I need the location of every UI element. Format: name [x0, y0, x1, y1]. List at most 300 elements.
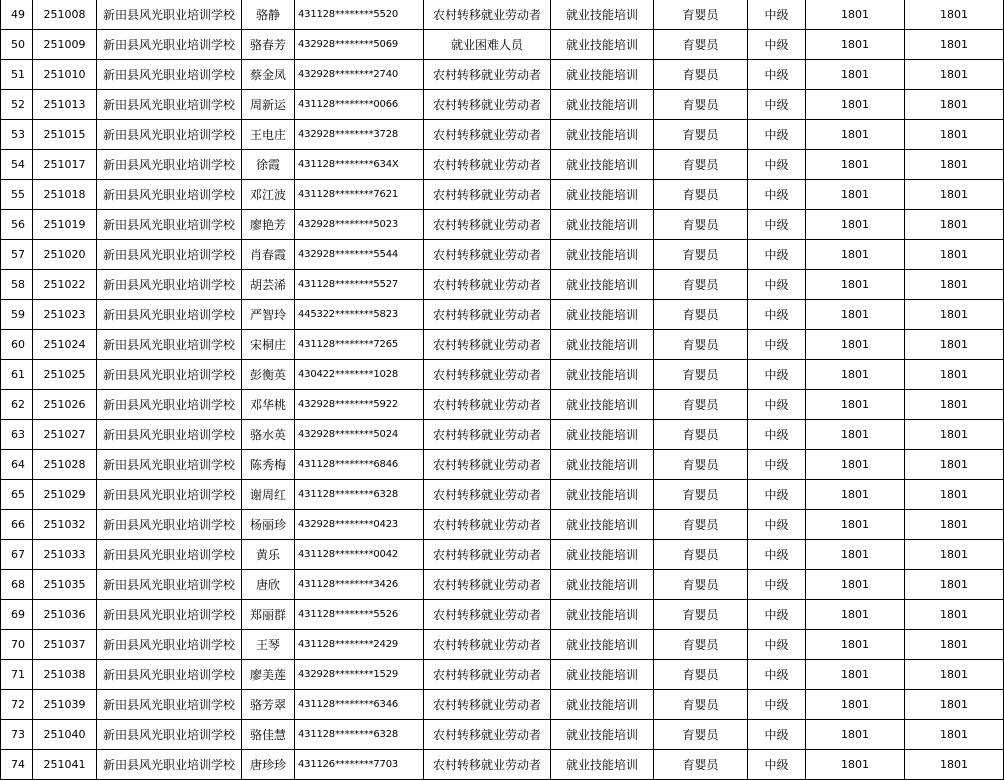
table-row — [1, 480, 1004, 510]
category-cell: 农村转移就业劳动者 — [424, 570, 551, 600]
level-cell: 中级 — [748, 240, 806, 270]
subsidy-amount-cell: 1801 — [905, 630, 1004, 660]
subsidy-standard-cell: 1801 — [806, 750, 905, 780]
subsidy-standard-cell: 1801 — [806, 0, 905, 30]
level-cell: 中级 — [748, 330, 806, 360]
subsidy-amount-cell: 1801 — [905, 270, 1004, 300]
occupation-cell: 育婴员 — [654, 420, 748, 450]
subsidy-standard-cell: 1801 — [806, 240, 905, 270]
name-cell: 廖美莲 — [242, 660, 295, 690]
level-cell: 中级 — [748, 570, 806, 600]
training-type-cell: 就业技能培训 — [551, 510, 654, 540]
student-id-cell: 251027 — [33, 420, 97, 450]
table-row — [1, 720, 1004, 750]
table-row — [1, 120, 1004, 150]
training-type-cell: 就业技能培训 — [551, 240, 654, 270]
seq-cell: 71 — [1, 660, 33, 690]
table-row — [1, 510, 1004, 540]
subsidy-amount-cell: 1801 — [905, 540, 1004, 570]
occupation-cell: 育婴员 — [654, 750, 748, 780]
table-row — [1, 0, 1004, 30]
category-cell: 农村转移就业劳动者 — [424, 450, 551, 480]
subsidy-standard-cell: 1801 — [806, 330, 905, 360]
training-type-cell: 就业技能培训 — [551, 330, 654, 360]
id-number-cell: 432928********5922 — [295, 390, 424, 420]
training-type-cell: 就业技能培训 — [551, 660, 654, 690]
level-cell: 中级 — [748, 30, 806, 60]
category-cell: 农村转移就业劳动者 — [424, 300, 551, 330]
name-cell: 王电庄 — [242, 120, 295, 150]
seq-cell: 64 — [1, 450, 33, 480]
school-cell: 新田县风光职业培训学校 — [97, 600, 242, 630]
seq-cell: 62 — [1, 390, 33, 420]
subsidy-amount-cell: 1801 — [905, 210, 1004, 240]
training-type-cell: 就业技能培训 — [551, 480, 654, 510]
school-cell: 新田县风光职业培训学校 — [97, 570, 242, 600]
name-cell: 骆水英 — [242, 420, 295, 450]
name-cell: 彭衡英 — [242, 360, 295, 390]
subsidy-amount-cell: 1801 — [905, 510, 1004, 540]
school-cell: 新田县风光职业培训学校 — [97, 630, 242, 660]
school-cell: 新田县风光职业培训学校 — [97, 120, 242, 150]
table-row — [1, 60, 1004, 90]
training-type-cell: 就业技能培训 — [551, 0, 654, 30]
subsidy-amount-cell: 1801 — [905, 120, 1004, 150]
student-id-cell: 251035 — [33, 570, 97, 600]
subsidy-amount-cell: 1801 — [905, 0, 1004, 30]
name-cell: 胡芸浠 — [242, 270, 295, 300]
table-row — [1, 150, 1004, 180]
subsidy-amount-cell: 1801 — [905, 90, 1004, 120]
training-type-cell: 就业技能培训 — [551, 30, 654, 60]
subsidy-standard-cell: 1801 — [806, 720, 905, 750]
name-cell: 肖春霞 — [242, 240, 295, 270]
school-cell: 新田县风光职业培训学校 — [97, 480, 242, 510]
seq-cell: 67 — [1, 540, 33, 570]
subsidy-standard-cell: 1801 — [806, 150, 905, 180]
category-cell: 农村转移就业劳动者 — [424, 630, 551, 660]
level-cell: 中级 — [748, 480, 806, 510]
subsidy-amount-cell: 1801 — [905, 720, 1004, 750]
seq-cell: 57 — [1, 240, 33, 270]
subsidy-standard-cell: 1801 — [806, 510, 905, 540]
category-cell: 农村转移就业劳动者 — [424, 390, 551, 420]
student-id-cell: 251008 — [33, 0, 97, 30]
occupation-cell: 育婴员 — [654, 660, 748, 690]
subsidy-standard-cell: 1801 — [806, 210, 905, 240]
id-number-cell: 431128********6846 — [295, 450, 424, 480]
occupation-cell: 育婴员 — [654, 540, 748, 570]
student-id-cell: 251038 — [33, 660, 97, 690]
category-cell: 农村转移就业劳动者 — [424, 150, 551, 180]
id-number-cell: 432928********5024 — [295, 420, 424, 450]
level-cell: 中级 — [748, 600, 806, 630]
student-id-cell: 251009 — [33, 30, 97, 60]
name-cell: 陈秀梅 — [242, 450, 295, 480]
seq-cell: 52 — [1, 90, 33, 120]
category-cell: 农村转移就业劳动者 — [424, 180, 551, 210]
level-cell: 中级 — [748, 210, 806, 240]
seq-cell: 50 — [1, 30, 33, 60]
training-type-cell: 就业技能培训 — [551, 540, 654, 570]
training-type-cell: 就业技能培训 — [551, 720, 654, 750]
seq-cell: 70 — [1, 630, 33, 660]
table-row — [1, 330, 1004, 360]
category-cell: 农村转移就业劳动者 — [424, 720, 551, 750]
category-cell: 农村转移就业劳动者 — [424, 480, 551, 510]
level-cell: 中级 — [748, 300, 806, 330]
table-row — [1, 600, 1004, 630]
subsidy-standard-cell: 1801 — [806, 30, 905, 60]
category-cell: 农村转移就业劳动者 — [424, 690, 551, 720]
name-cell: 骆静 — [242, 0, 295, 30]
subsidy-amount-cell: 1801 — [905, 690, 1004, 720]
training-type-cell: 就业技能培训 — [551, 90, 654, 120]
name-cell: 唐欣 — [242, 570, 295, 600]
table-row — [1, 660, 1004, 690]
occupation-cell: 育婴员 — [654, 60, 748, 90]
student-id-cell: 251040 — [33, 720, 97, 750]
table-row — [1, 390, 1004, 420]
category-cell: 农村转移就业劳动者 — [424, 600, 551, 630]
student-id-cell: 251029 — [33, 480, 97, 510]
id-number-cell: 431126********7703 — [295, 750, 424, 780]
seq-cell: 59 — [1, 300, 33, 330]
seq-cell: 72 — [1, 690, 33, 720]
category-cell: 农村转移就业劳动者 — [424, 750, 551, 780]
name-cell: 黄乐 — [242, 540, 295, 570]
table-row — [1, 630, 1004, 660]
subsidy-amount-cell: 1801 — [905, 240, 1004, 270]
student-id-cell: 251037 — [33, 630, 97, 660]
seq-cell: 51 — [1, 60, 33, 90]
occupation-cell: 育婴员 — [654, 150, 748, 180]
name-cell: 杨丽珍 — [242, 510, 295, 540]
id-number-cell: 431128********634X — [295, 150, 424, 180]
name-cell: 邓华桃 — [242, 390, 295, 420]
school-cell: 新田县风光职业培训学校 — [97, 150, 242, 180]
name-cell: 蔡金凤 — [242, 60, 295, 90]
training-type-cell: 就业技能培训 — [551, 360, 654, 390]
occupation-cell: 育婴员 — [654, 390, 748, 420]
subsidy-standard-cell: 1801 — [806, 360, 905, 390]
subsidy-amount-cell: 1801 — [905, 480, 1004, 510]
school-cell: 新田县风光职业培训学校 — [97, 240, 242, 270]
level-cell: 中级 — [748, 690, 806, 720]
category-cell: 农村转移就业劳动者 — [424, 120, 551, 150]
subsidy-amount-cell: 1801 — [905, 660, 1004, 690]
seq-cell: 55 — [1, 180, 33, 210]
level-cell: 中级 — [748, 90, 806, 120]
seq-cell: 49 — [1, 0, 33, 30]
name-cell: 邓江波 — [242, 180, 295, 210]
name-cell: 骆春芳 — [242, 30, 295, 60]
seq-cell: 58 — [1, 270, 33, 300]
id-number-cell: 431128********6328 — [295, 720, 424, 750]
subsidy-standard-cell: 1801 — [806, 390, 905, 420]
subsidy-amount-cell: 1801 — [905, 390, 1004, 420]
school-cell: 新田县风光职业培训学校 — [97, 60, 242, 90]
occupation-cell: 育婴员 — [654, 90, 748, 120]
occupation-cell: 育婴员 — [654, 450, 748, 480]
category-cell: 就业困难人员 — [424, 30, 551, 60]
school-cell: 新田县风光职业培训学校 — [97, 660, 242, 690]
seq-cell: 65 — [1, 480, 33, 510]
school-cell: 新田县风光职业培训学校 — [97, 90, 242, 120]
seq-cell: 61 — [1, 360, 33, 390]
seq-cell: 66 — [1, 510, 33, 540]
subsidy-standard-cell: 1801 — [806, 270, 905, 300]
name-cell: 宋桐庄 — [242, 330, 295, 360]
school-cell: 新田县风光职业培训学校 — [97, 720, 242, 750]
table-row — [1, 420, 1004, 450]
id-number-cell: 431128********6328 — [295, 480, 424, 510]
training-type-cell: 就业技能培训 — [551, 180, 654, 210]
student-id-cell: 251023 — [33, 300, 97, 330]
table-row — [1, 570, 1004, 600]
occupation-cell: 育婴员 — [654, 270, 748, 300]
seq-cell: 54 — [1, 150, 33, 180]
name-cell: 廖艳芳 — [242, 210, 295, 240]
subsidy-standard-cell: 1801 — [806, 570, 905, 600]
school-cell: 新田县风光职业培训学校 — [97, 750, 242, 780]
subsidy-amount-cell: 1801 — [905, 600, 1004, 630]
student-id-cell: 251017 — [33, 150, 97, 180]
occupation-cell: 育婴员 — [654, 480, 748, 510]
category-cell: 农村转移就业劳动者 — [424, 510, 551, 540]
training-type-cell: 就业技能培训 — [551, 600, 654, 630]
level-cell: 中级 — [748, 150, 806, 180]
subsidy-standard-cell: 1801 — [806, 690, 905, 720]
subsidy-amount-cell: 1801 — [905, 150, 1004, 180]
id-number-cell: 431128********3426 — [295, 570, 424, 600]
training-type-cell: 就业技能培训 — [551, 630, 654, 660]
id-number-cell: 431128********0042 — [295, 540, 424, 570]
category-cell: 农村转移就业劳动者 — [424, 60, 551, 90]
table-row — [1, 270, 1004, 300]
subsidy-amount-cell: 1801 — [905, 570, 1004, 600]
occupation-cell: 育婴员 — [654, 360, 748, 390]
training-type-cell: 就业技能培训 — [551, 120, 654, 150]
category-cell: 农村转移就业劳动者 — [424, 270, 551, 300]
table-row — [1, 360, 1004, 390]
name-cell: 王琴 — [242, 630, 295, 660]
school-cell: 新田县风光职业培训学校 — [97, 210, 242, 240]
level-cell: 中级 — [748, 0, 806, 30]
training-type-cell: 就业技能培训 — [551, 420, 654, 450]
subsidy-amount-cell: 1801 — [905, 180, 1004, 210]
subsidy-standard-cell: 1801 — [806, 420, 905, 450]
subsidy-amount-cell: 1801 — [905, 420, 1004, 450]
seq-cell: 69 — [1, 600, 33, 630]
subsidy-standard-cell: 1801 — [806, 60, 905, 90]
occupation-cell: 育婴员 — [654, 180, 748, 210]
student-id-cell: 251020 — [33, 240, 97, 270]
occupation-cell: 育婴员 — [654, 300, 748, 330]
occupation-cell: 育婴员 — [654, 330, 748, 360]
level-cell: 中级 — [748, 180, 806, 210]
subsidy-standard-cell: 1801 — [806, 660, 905, 690]
school-cell: 新田县风光职业培训学校 — [97, 420, 242, 450]
school-cell: 新田县风光职业培训学校 — [97, 390, 242, 420]
student-id-cell: 251019 — [33, 210, 97, 240]
school-cell: 新田县风光职业培训学校 — [97, 180, 242, 210]
student-id-cell: 251033 — [33, 540, 97, 570]
student-id-cell: 251013 — [33, 90, 97, 120]
level-cell: 中级 — [748, 120, 806, 150]
name-cell: 谢周红 — [242, 480, 295, 510]
subsidy-standard-cell: 1801 — [806, 120, 905, 150]
training-type-cell: 就业技能培训 — [551, 300, 654, 330]
category-cell: 农村转移就业劳动者 — [424, 660, 551, 690]
seq-cell: 56 — [1, 210, 33, 240]
level-cell: 中级 — [748, 270, 806, 300]
subsidy-standard-cell: 1801 — [806, 300, 905, 330]
id-number-cell: 431128********6346 — [295, 690, 424, 720]
id-number-cell: 431128********0066 — [295, 90, 424, 120]
seq-cell: 63 — [1, 420, 33, 450]
school-cell: 新田县风光职业培训学校 — [97, 450, 242, 480]
category-cell: 农村转移就业劳动者 — [424, 240, 551, 270]
occupation-cell: 育婴员 — [654, 630, 748, 660]
table-row — [1, 180, 1004, 210]
level-cell: 中级 — [748, 510, 806, 540]
id-number-cell: 431128********7265 — [295, 330, 424, 360]
school-cell: 新田县风光职业培训学校 — [97, 300, 242, 330]
seq-cell: 68 — [1, 570, 33, 600]
school-cell: 新田县风光职业培训学校 — [97, 360, 242, 390]
subsidy-standard-cell: 1801 — [806, 630, 905, 660]
id-number-cell: 431128********5526 — [295, 600, 424, 630]
subsidy-amount-cell: 1801 — [905, 750, 1004, 780]
level-cell: 中级 — [748, 750, 806, 780]
occupation-cell: 育婴员 — [654, 570, 748, 600]
subsidy-standard-cell: 1801 — [806, 180, 905, 210]
subsidy-amount-cell: 1801 — [905, 300, 1004, 330]
name-cell: 唐珍珍 — [242, 750, 295, 780]
seq-cell: 73 — [1, 720, 33, 750]
subsidy-amount-cell: 1801 — [905, 450, 1004, 480]
training-type-cell: 就业技能培训 — [551, 450, 654, 480]
occupation-cell: 育婴员 — [654, 720, 748, 750]
subsidy-standard-cell: 1801 — [806, 450, 905, 480]
student-id-cell: 251039 — [33, 690, 97, 720]
id-number-cell: 432928********3728 — [295, 120, 424, 150]
id-number-cell: 430422********1028 — [295, 360, 424, 390]
training-type-cell: 就业技能培训 — [551, 390, 654, 420]
school-cell: 新田县风光职业培训学校 — [97, 270, 242, 300]
name-cell: 徐霞 — [242, 150, 295, 180]
table-row — [1, 240, 1004, 270]
category-cell: 农村转移就业劳动者 — [424, 360, 551, 390]
id-number-cell: 432928********1529 — [295, 660, 424, 690]
school-cell: 新田县风光职业培训学校 — [97, 330, 242, 360]
table-row — [1, 750, 1004, 780]
name-cell: 严智玲 — [242, 300, 295, 330]
table-row — [1, 210, 1004, 240]
school-cell: 新田县风光职业培训学校 — [97, 30, 242, 60]
training-type-cell: 就业技能培训 — [551, 690, 654, 720]
school-cell: 新田县风光职业培训学校 — [97, 510, 242, 540]
seq-cell: 60 — [1, 330, 33, 360]
student-id-cell: 251028 — [33, 450, 97, 480]
category-cell: 农村转移就业劳动者 — [424, 420, 551, 450]
subsidy-standard-cell: 1801 — [806, 600, 905, 630]
training-type-cell: 就业技能培训 — [551, 570, 654, 600]
roster-body — [1, 0, 1004, 780]
student-id-cell: 251018 — [33, 180, 97, 210]
id-number-cell: 431128********7621 — [295, 180, 424, 210]
name-cell: 骆佳慧 — [242, 720, 295, 750]
student-id-cell: 251036 — [33, 600, 97, 630]
training-type-cell: 就业技能培训 — [551, 150, 654, 180]
id-number-cell: 431128********5520 — [295, 0, 424, 30]
name-cell: 骆芳翠 — [242, 690, 295, 720]
table-row — [1, 90, 1004, 120]
level-cell: 中级 — [748, 360, 806, 390]
subsidy-standard-cell: 1801 — [806, 480, 905, 510]
level-cell: 中级 — [748, 660, 806, 690]
subsidy-amount-cell: 1801 — [905, 330, 1004, 360]
occupation-cell: 育婴员 — [654, 690, 748, 720]
student-id-cell: 251022 — [33, 270, 97, 300]
occupation-cell: 育婴员 — [654, 0, 748, 30]
occupation-cell: 育婴员 — [654, 120, 748, 150]
id-number-cell: 432928********2740 — [295, 60, 424, 90]
level-cell: 中级 — [748, 720, 806, 750]
occupation-cell: 育婴员 — [654, 510, 748, 540]
table-row — [1, 540, 1004, 570]
subsidy-standard-cell: 1801 — [806, 90, 905, 120]
student-id-cell: 251026 — [33, 390, 97, 420]
seq-cell: 53 — [1, 120, 33, 150]
name-cell: 郑丽群 — [242, 600, 295, 630]
table-row — [1, 690, 1004, 720]
table-row — [1, 450, 1004, 480]
occupation-cell: 育婴员 — [654, 240, 748, 270]
subsidy-amount-cell: 1801 — [905, 360, 1004, 390]
subsidy-amount-cell: 1801 — [905, 30, 1004, 60]
occupation-cell: 育婴员 — [654, 30, 748, 60]
training-type-cell: 就业技能培训 — [551, 210, 654, 240]
level-cell: 中级 — [748, 540, 806, 570]
occupation-cell: 育婴员 — [654, 600, 748, 630]
level-cell: 中级 — [748, 390, 806, 420]
student-id-cell: 251041 — [33, 750, 97, 780]
id-number-cell: 431128********2429 — [295, 630, 424, 660]
student-id-cell: 251015 — [33, 120, 97, 150]
category-cell: 农村转移就业劳动者 — [424, 0, 551, 30]
school-cell: 新田县风光职业培训学校 — [97, 0, 242, 30]
id-number-cell: 445322********5823 — [295, 300, 424, 330]
category-cell: 农村转移就业劳动者 — [424, 90, 551, 120]
training-type-cell: 就业技能培训 — [551, 270, 654, 300]
student-id-cell: 251032 — [33, 510, 97, 540]
subsidy-amount-cell: 1801 — [905, 60, 1004, 90]
training-type-cell: 就业技能培训 — [551, 750, 654, 780]
table-row — [1, 300, 1004, 330]
occupation-cell: 育婴员 — [654, 210, 748, 240]
seq-cell: 74 — [1, 750, 33, 780]
student-id-cell: 251010 — [33, 60, 97, 90]
level-cell: 中级 — [748, 420, 806, 450]
subsidy-standard-cell: 1801 — [806, 540, 905, 570]
name-cell: 周新运 — [242, 90, 295, 120]
level-cell: 中级 — [748, 630, 806, 660]
level-cell: 中级 — [748, 60, 806, 90]
table-row — [1, 30, 1004, 60]
id-number-cell: 431128********5527 — [295, 270, 424, 300]
